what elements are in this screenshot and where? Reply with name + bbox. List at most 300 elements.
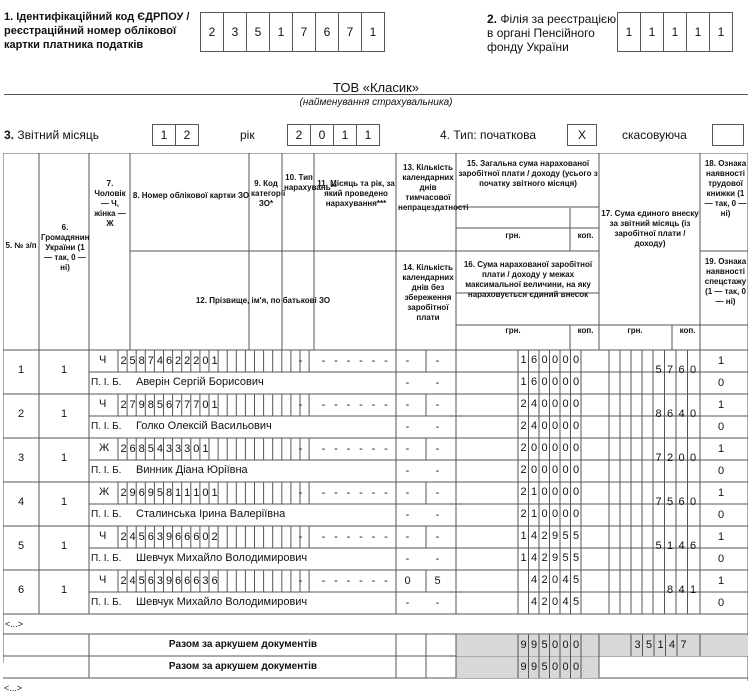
month-year-digit: - (346, 487, 351, 499)
card-digit: 8 (165, 487, 173, 499)
total-label-1: Разом за аркушем документів (168, 639, 318, 650)
contrib-digit: 0 (689, 452, 697, 464)
contrib-digit: 6 (689, 540, 697, 552)
card-digit: 5 (147, 443, 154, 455)
contrib-digit: 2 (666, 452, 674, 464)
unpaid-days-digit: - (435, 465, 440, 477)
sum16-digit: 0 (551, 420, 559, 432)
sum15-digit: 5 (572, 530, 580, 542)
sum16-digit: 0 (541, 420, 548, 432)
card-digit: 1 (175, 487, 182, 499)
card-digit: 8 (147, 399, 154, 411)
col18-header: 18. Ознака наявності трудової книжки (1 — так, 0 — ні) (704, 159, 747, 218)
month-label: 3. Звітний місяць (4, 128, 100, 142)
card-digit: 3 (156, 531, 163, 543)
sick-days-digit: - (435, 355, 440, 367)
month-year-digit: - (334, 487, 338, 499)
card-digit: 6 (165, 355, 173, 367)
card-digit: 0 (202, 399, 209, 411)
card-digit: 9 (147, 487, 154, 499)
card-digit: 8 (138, 355, 145, 367)
contrib-digit: 8 (666, 584, 674, 596)
card-digit: 4 (129, 575, 136, 587)
total1-contrib-digit: 7 (680, 639, 687, 651)
sum15-digit: 0 (562, 398, 569, 410)
table-ellipsis: <...> (5, 619, 24, 629)
card-digit: 4 (129, 531, 136, 543)
total2-digit: 0 (572, 661, 580, 673)
sum16-digit: 1 (520, 376, 527, 388)
contrib-digit: 7 (655, 496, 662, 508)
card-digit: 1 (202, 443, 209, 455)
month-year-digit: - (334, 531, 338, 543)
card-digit: 7 (147, 355, 154, 367)
sick-days-digit: - (405, 355, 410, 367)
sum15-digit: 4 (530, 574, 538, 586)
month-year-digit: - (384, 443, 388, 455)
total2-digit: 9 (530, 661, 538, 673)
card-digit: 9 (165, 575, 173, 587)
sum15-digit: 0 (562, 442, 569, 454)
card-digit: 4 (156, 443, 163, 455)
col16-grn: грн. (505, 326, 521, 335)
sum16-digit: 6 (530, 376, 538, 388)
card-digit: 1 (211, 399, 218, 411)
sick-days-digit: - (405, 443, 410, 455)
row-citizen: 1 (60, 496, 68, 508)
month-year-digit: - (321, 531, 326, 543)
sum15-digit: 0 (572, 398, 580, 410)
card-digit: 5 (156, 399, 163, 411)
sick-days-digit: - (405, 487, 410, 499)
org-caption: (найменування страхувальника) (299, 97, 453, 108)
card-digit: 8 (138, 443, 145, 455)
sick-days-digit: - (435, 531, 440, 543)
month-year-digit: - (346, 399, 351, 411)
col14-header: 14. Кількість календарних днів без збереження заробітної плати (402, 263, 454, 322)
sum15-digit: 0 (541, 354, 548, 366)
unpaid-days-digit: - (435, 377, 440, 389)
sum15-digit: 0 (541, 442, 548, 454)
row-c18: 1 (717, 575, 725, 587)
sum15-digit: 2 (541, 574, 548, 586)
type-label: 4. Тип: початкова (440, 128, 537, 142)
card-digit: 2 (120, 487, 127, 499)
edrpou-digit-2: 3 (223, 12, 247, 52)
sum16-digit: 0 (562, 420, 569, 432)
card-digit: 5 (129, 355, 136, 367)
contrib-digit: 1 (689, 584, 697, 596)
edrpou-digit-8: 1 (361, 12, 385, 52)
unpaid-days-digit: - (405, 553, 410, 565)
sum15-digit: 4 (530, 398, 538, 410)
unpaid-days-digit: - (405, 421, 410, 433)
totals-shade-1 (456, 635, 748, 656)
sum15-digit: 0 (551, 442, 559, 454)
col16-header: 16. Сума нарахованої заробітної плати / доходу у межах максимальної величини, на яку нараховується єдиний внесок (463, 260, 593, 299)
card-digit: 2 (120, 575, 127, 587)
branch-digit-4: 1 (686, 12, 710, 52)
sum16-digit: 0 (541, 376, 548, 388)
col9-header: 9. Код категорії ЗО* (251, 179, 286, 208)
card-digit: 6 (175, 531, 182, 543)
type-cancel-mark (712, 124, 744, 146)
total2-digit: 0 (551, 661, 559, 673)
row-pib-prefix: П. І. Б. (91, 553, 122, 564)
row-pib-prefix: П. І. Б. (91, 597, 122, 608)
contrib-digit: 0 (689, 408, 697, 420)
edrpou-digit-4: 1 (269, 12, 293, 52)
row-num: 5 (17, 540, 25, 552)
card-digit: 1 (211, 487, 218, 499)
contrib-digit: 6 (666, 408, 674, 420)
row-citizen: 1 (60, 364, 68, 376)
card-digit: 3 (184, 443, 191, 455)
month-digit-1: 1 (152, 124, 176, 146)
sum16-digit: 0 (551, 508, 559, 520)
card-digit: 6 (129, 443, 136, 455)
total-label-2: Разом за аркушем документів (168, 661, 318, 672)
card-digit: 3 (165, 443, 173, 455)
sum16-digit: 0 (541, 464, 548, 476)
sum16-digit: 2 (541, 596, 548, 608)
row-c18: 1 (717, 443, 725, 455)
row-pib: Шевчук Михайло Володимирович (136, 596, 308, 608)
card-digit: 1 (184, 487, 191, 499)
card-digit: 1 (193, 487, 200, 499)
sum16-digit: 0 (541, 508, 548, 520)
total1-contrib-digit: 5 (645, 639, 653, 651)
branch-digit-5: 1 (709, 12, 733, 52)
sum15-digit: 1 (520, 354, 527, 366)
month-year-digit: - (359, 575, 363, 587)
card-digit: 9 (138, 399, 145, 411)
contrib-digit: 5 (655, 540, 662, 552)
contrib-digit: 0 (689, 364, 697, 376)
row-pib: Сталинська Ірина Валеріївна (136, 508, 286, 520)
month-year-digit: - (371, 487, 376, 499)
branch-digit-2: 1 (640, 12, 664, 52)
row-num: 3 (17, 452, 25, 464)
card-digit: 6 (165, 399, 173, 411)
month-year-digit: - (321, 443, 326, 455)
contrib-digit: 0 (678, 452, 685, 464)
row-sex: Ж (99, 486, 110, 498)
contrib-digit: 0 (689, 496, 697, 508)
card-digit: 6 (193, 575, 200, 587)
month-year-digit: - (359, 443, 363, 455)
sick-days-digit: - (435, 443, 440, 455)
row-c18: 1 (717, 355, 725, 367)
contrib-digit: 4 (678, 408, 685, 420)
sum15-digit: 0 (530, 442, 538, 454)
row-cat: - (298, 355, 303, 367)
sick-days-digit: - (405, 399, 410, 411)
contrib-digit: 7 (655, 452, 662, 464)
card-digit: 1 (211, 355, 218, 367)
row-pib: Голко Олексій Васильович (136, 420, 272, 432)
card-digit: 3 (202, 575, 209, 587)
card-digit: 9 (165, 531, 173, 543)
month-year-digit: - (321, 487, 326, 499)
month-year-digit: - (371, 399, 376, 411)
row-pib-prefix: П. І. Б. (91, 421, 122, 432)
sum16-digit: 9 (551, 552, 559, 564)
sum15-digit: 0 (572, 442, 580, 454)
card-digit: 2 (120, 399, 127, 411)
card-digit: 7 (175, 399, 182, 411)
unpaid-days-digit: - (435, 597, 440, 609)
col6-header: 6. Громадянин України (1 — так, 0 — ні) (41, 223, 90, 272)
card-digit: 3 (156, 575, 163, 587)
unpaid-days-digit: - (405, 465, 410, 477)
month-year-digit: - (321, 399, 326, 411)
card-digit: 6 (175, 575, 182, 587)
card-digit: 7 (184, 399, 191, 411)
row-cat: - (298, 531, 303, 543)
sum15-digit: 1 (530, 486, 538, 498)
card-digit: 0 (202, 487, 209, 499)
year-digit-2: 0 (310, 124, 334, 146)
sum16-digit: 0 (572, 376, 580, 388)
row-num: 6 (17, 584, 25, 596)
year-label: рік (240, 128, 255, 142)
card-digit: 2 (120, 531, 127, 543)
sum16-digit: 2 (541, 552, 548, 564)
col5-header: 5. № з/п (5, 241, 37, 250)
total2-digit: 0 (562, 661, 569, 673)
month-year-digit: - (359, 355, 363, 367)
unpaid-days-digit: - (435, 421, 440, 433)
row-pib: Аверін Сергій Борисович (136, 376, 264, 388)
sum16-digit: 2 (520, 464, 527, 476)
sum16-digit: 4 (530, 596, 538, 608)
row-citizen: 1 (60, 408, 68, 420)
type-initial-box[interactable] (567, 124, 597, 146)
total1-digit: 9 (520, 639, 527, 651)
card-digit: 6 (193, 531, 200, 543)
contrib-digit: 1 (666, 540, 674, 552)
col10-header: 10. Тип нарахувань** (284, 173, 337, 192)
month-year-digit: - (334, 575, 338, 587)
year-digit-3: 1 (333, 124, 357, 146)
card-digit: 2 (120, 443, 127, 455)
sum16-digit: 4 (530, 552, 538, 564)
sum15-digit: 0 (572, 354, 580, 366)
sum15-digit: 2 (520, 486, 527, 498)
sum16-digit: 0 (572, 464, 580, 476)
row-cat: - (298, 487, 303, 499)
card-digit: 4 (156, 355, 163, 367)
card-digit: 2 (175, 355, 182, 367)
edrpou-digit-3: 5 (246, 12, 270, 52)
month-year-digit: - (384, 399, 388, 411)
branch-digit-3: 1 (663, 12, 687, 52)
year-cells[interactable] (287, 124, 380, 146)
sum16-digit: 2 (520, 420, 527, 432)
month-year-digit: - (321, 355, 326, 367)
card-digit: 6 (138, 487, 145, 499)
card-digit: 6 (211, 575, 218, 587)
sum16-digit: 0 (530, 464, 538, 476)
col15-kop: коп. (577, 231, 594, 240)
edrpou-digit-6: 6 (315, 12, 339, 52)
sum15-digit: 0 (541, 486, 548, 498)
sum15-digit: 1 (520, 530, 527, 542)
row-sex: Ч (99, 354, 107, 366)
contrib-digit: 5 (655, 364, 662, 376)
row-sex: Ч (99, 398, 107, 410)
unpaid-days-digit: - (405, 377, 410, 389)
total2-digit: 9 (520, 661, 527, 673)
branch-digit-1: 1 (617, 12, 641, 52)
row-c19: 0 (717, 597, 725, 609)
sum15-digit: 2 (520, 442, 527, 454)
sum16-digit: 5 (562, 552, 569, 564)
card-digit: 6 (184, 575, 191, 587)
sum15-digit: 0 (551, 574, 559, 586)
sum15-digit: 0 (541, 398, 548, 410)
row-sex: Ч (99, 574, 107, 586)
col19-header: 19. Ознака наявності спецстажу (1 — так, 0 — ні) (704, 257, 747, 306)
month-year-digit: - (334, 355, 338, 367)
col15-grn: грн. (505, 231, 521, 240)
edrpou-code-cells[interactable] (200, 12, 385, 52)
contrib-digit: 4 (678, 584, 685, 596)
contrib-digit: 6 (678, 364, 685, 376)
row-num: 1 (17, 364, 25, 376)
month-year-digit: - (384, 487, 388, 499)
month-year-digit: - (384, 531, 388, 543)
edrpou-digit-5: 7 (292, 12, 316, 52)
total1-contrib-digit: 4 (668, 639, 676, 651)
card-digit: 5 (138, 575, 145, 587)
row-c19: 0 (717, 553, 725, 565)
field2-label: 2. Філія за реєстрацією в органі Пенсійного фонду України (487, 12, 617, 54)
month-year-digit: - (359, 487, 363, 499)
sum16-digit: 5 (572, 596, 580, 608)
row-cat: - (298, 575, 303, 587)
unpaid-days-digit: - (435, 553, 440, 565)
row-c19: 0 (717, 509, 725, 521)
total1-digit: 0 (551, 639, 559, 651)
sum15-digit: 5 (562, 530, 569, 542)
month-year-digit: - (371, 531, 376, 543)
sick-days-digit: - (435, 487, 440, 499)
month-year-digit: - (346, 531, 351, 543)
sum15-digit: 2 (541, 530, 548, 542)
card-digit: 5 (156, 487, 163, 499)
card-digit: 2 (184, 355, 191, 367)
card-digit: 0 (202, 531, 209, 543)
row-c19: 0 (717, 421, 725, 433)
sum16-digit: 1 (530, 508, 538, 520)
card-digit: 3 (175, 443, 182, 455)
sum15-digit: 4 (562, 574, 569, 586)
card-digit: 7 (129, 399, 136, 411)
row-citizen: 1 (60, 540, 68, 552)
col8-header: 8. Номер облікової картки ЗО (132, 191, 250, 200)
unpaid-days-digit: - (435, 509, 440, 521)
total1-contrib-digit: 1 (657, 639, 664, 651)
col16-kop: коп. (577, 326, 594, 335)
sum15-digit: 0 (551, 486, 559, 498)
footer-ellipsis: <...> (4, 683, 23, 693)
card-digit: 6 (147, 575, 154, 587)
col15-header: 15. Загальна сума нарахованої заробітної плати / доходу (усього з початку звітного місяця) (458, 159, 598, 188)
sum16-digit: 5 (572, 552, 580, 564)
sum16-digit: 4 (562, 596, 569, 608)
row-c19: 0 (717, 377, 725, 389)
row-c18: 1 (717, 487, 725, 499)
month-cells[interactable] (152, 124, 199, 146)
contrib-digit: 7 (666, 364, 674, 376)
card-digit: 2 (193, 355, 200, 367)
sum16-digit: 4 (530, 420, 538, 432)
sum16-digit: 0 (572, 508, 580, 520)
field1-label: 1. Ідентифікаційний код ЄДРПОУ / реєстраційний номер облікової картки платника податків (4, 11, 190, 51)
org-name: ТОВ «Класик» (332, 80, 420, 95)
sum15-digit: 2 (520, 398, 527, 410)
type-initial-mark: X (567, 124, 597, 146)
pfu-branch-cells[interactable] (617, 12, 733, 52)
edrpou-digit-7: 7 (338, 12, 362, 52)
unpaid-days-digit: - (405, 509, 410, 521)
card-digit: 0 (202, 355, 209, 367)
row-cat: - (298, 399, 303, 411)
col11-header: 11. Місяць та рік, за який проведено нарахування*** (317, 179, 395, 208)
total1-contrib-digit: 3 (634, 639, 641, 651)
row-pib-prefix: П. І. Б. (91, 509, 122, 520)
sum16-digit: 0 (572, 420, 580, 432)
row-sex: Ж (99, 442, 110, 454)
sum16-digit: 0 (551, 464, 559, 476)
card-digit: 6 (184, 531, 191, 543)
month-year-digit: - (371, 443, 376, 455)
month-year-digit: - (321, 575, 326, 587)
sum16-digit: 2 (520, 508, 527, 520)
month-year-digit: - (371, 575, 376, 587)
row-num: 2 (17, 408, 25, 420)
row-cat: - (298, 443, 303, 455)
sick-days-digit: - (405, 531, 410, 543)
sum15-digit: 0 (551, 354, 559, 366)
col12-header: 12. Прізвище, ім'я, по батькові ЗО (195, 296, 331, 305)
row-pib: Шевчук Михайло Володимирович (136, 552, 308, 564)
type-cancel-box[interactable] (712, 124, 744, 146)
month-year-digit: - (334, 443, 338, 455)
col17-kop: коп. (679, 326, 696, 335)
month-year-digit: - (384, 575, 388, 587)
month-digit-2: 2 (175, 124, 199, 146)
contrib-digit: 8 (655, 408, 662, 420)
sum15-digit: 4 (530, 530, 538, 542)
col17-header: 17. Сума єдиного внеску за звітний місяць (із заробітної плати / доходу) (601, 209, 699, 248)
sick-days-digit: - (435, 399, 440, 411)
report-table (3, 153, 748, 681)
card-digit: 5 (138, 531, 145, 543)
row-num: 4 (17, 496, 25, 508)
card-digit: 0 (193, 443, 200, 455)
col17-grn: грн. (627, 326, 643, 335)
sick-days-digit: 5 (434, 575, 441, 587)
col7-header: 7. Чоловік — Ч, жінка — Ж (94, 179, 126, 228)
month-year-digit: - (346, 575, 351, 587)
month-year-digit: - (384, 355, 388, 367)
total2-digit: 5 (541, 661, 548, 673)
row-sex: Ч (99, 530, 107, 542)
sum15-digit: 0 (572, 486, 580, 498)
